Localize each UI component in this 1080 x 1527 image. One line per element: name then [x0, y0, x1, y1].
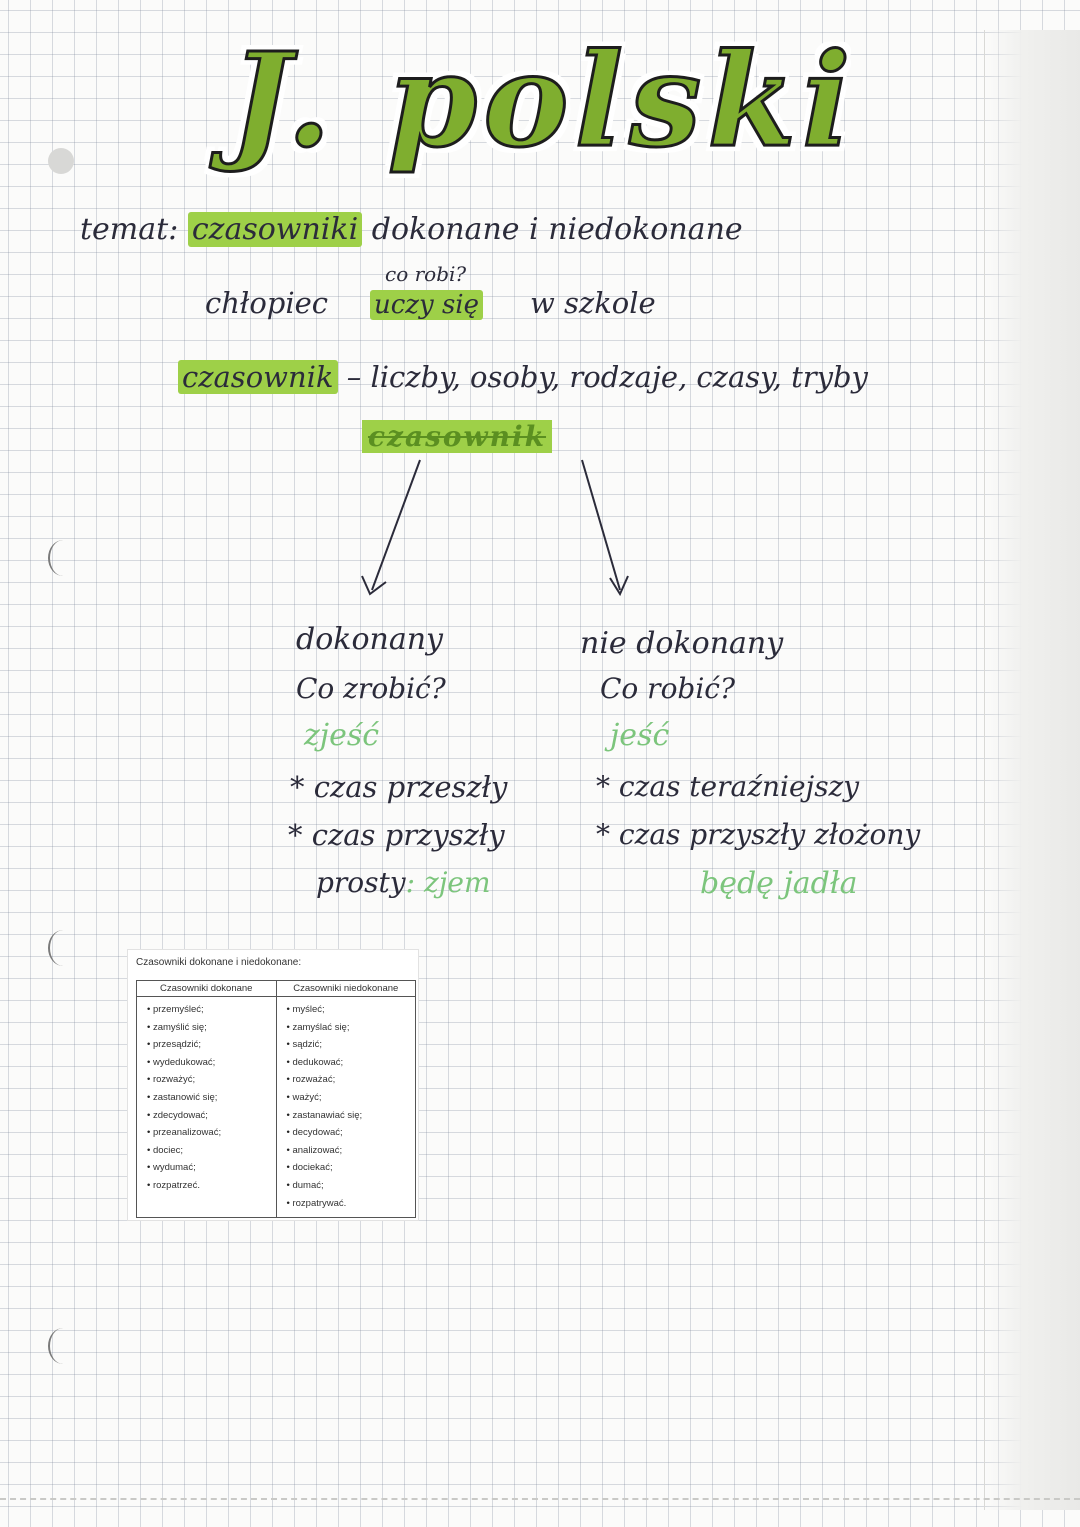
topic-line: [80, 212, 743, 247]
list-item: • przeanalizować;: [147, 1124, 276, 1142]
verb-table-header: [137, 981, 415, 997]
header-imperfective: Czasowniki niedokonane: [276, 981, 416, 996]
binder-hole: [48, 540, 78, 576]
list-item: • rozpatrywać.: [287, 1195, 416, 1213]
example-subject: chłopiec: [205, 286, 329, 320]
example-rest: w szkole: [530, 286, 656, 320]
left-bullet-2b-example: : zjem: [405, 866, 491, 899]
list-item: • myśleć;: [287, 1001, 416, 1019]
list-item: • przesądzić;: [147, 1036, 276, 1054]
topic-rest: dokonane i niedokonane: [371, 212, 743, 247]
page-edge: [984, 30, 1080, 1510]
left-bullet-2: * czas przyszły: [288, 818, 505, 852]
list-item: • wydedukować;: [147, 1054, 276, 1072]
list-item: • decydować;: [287, 1124, 416, 1142]
topic-label: temat:: [80, 212, 179, 247]
left-example: zjeść: [304, 718, 380, 753]
binder-hole: [48, 1328, 78, 1364]
list-item: • zastanowić się;: [147, 1089, 276, 1107]
list-item: • zdecydować;: [147, 1107, 276, 1125]
imperfective-list: [287, 1001, 416, 1212]
pasted-table-caption: Czasowniki dokonane i niedokonane:: [136, 957, 302, 968]
diagram-root-label: czasownik: [362, 420, 552, 453]
list-item: • zastanawiać się;: [287, 1107, 416, 1125]
right-heading: nie dokonany: [580, 626, 784, 661]
definition-categories: liczby, osoby, rodzaje, czasy, tryby: [370, 360, 868, 394]
header-perfective: Czasowniki dokonane: [160, 983, 253, 994]
list-item: • dedukować;: [287, 1054, 416, 1072]
list-item: • ważyć;: [287, 1089, 416, 1107]
left-bullet-1: * czas przeszły: [290, 770, 508, 804]
list-item: • rozważyć;: [147, 1071, 276, 1089]
list-item: • sądzić;: [287, 1036, 416, 1054]
binder-hole: [48, 930, 78, 966]
right-example: jeść: [610, 718, 670, 753]
list-item: • dociec;: [147, 1142, 276, 1160]
list-item: • zamyślać się;: [287, 1019, 416, 1037]
example-question: co robi?: [385, 262, 467, 286]
definition-dash: –: [346, 360, 362, 394]
topic-highlight: czasowniki: [188, 212, 362, 247]
list-item: • rozważać;: [287, 1071, 416, 1089]
list-item: • wydumać;: [147, 1159, 276, 1177]
verb-table-body: [137, 997, 415, 1217]
imperfective-column: [276, 997, 416, 1217]
verb-table: [136, 980, 416, 1218]
list-item: • dociekać;: [287, 1159, 416, 1177]
list-item: • dumać;: [287, 1177, 416, 1195]
left-question: Co zrobić?: [296, 672, 446, 705]
perfective-column: [137, 997, 276, 1217]
perforation-line: [0, 1498, 1080, 1510]
punch-hole: [48, 148, 74, 174]
list-item: • zamyślić się;: [147, 1019, 276, 1037]
arrow-left: [372, 460, 420, 590]
list-item: • przemyśleć;: [147, 1001, 276, 1019]
left-bullet-2b-label: prosty: [316, 866, 406, 899]
diagram-arrows: [300, 430, 700, 610]
pasted-table-card: [128, 950, 418, 1220]
title-lettering: J. polski: [230, 26, 857, 176]
left-bullet-2b: [316, 866, 491, 899]
arrow-right: [582, 460, 620, 590]
page-title: [220, 20, 860, 210]
example-verb: [370, 290, 483, 320]
perfective-list: [147, 1001, 276, 1195]
right-question: Co robić?: [600, 672, 735, 705]
definition-term: czasownik: [178, 360, 338, 394]
right-bullet-2-example: będę jadła: [700, 866, 858, 901]
right-bullet-2: * czas przyszły złożony: [596, 818, 921, 851]
definition-line: [178, 360, 868, 394]
list-item: • rozpatrzeć.: [147, 1177, 276, 1195]
list-item: • analizować;: [287, 1142, 416, 1160]
right-bullet-1: * czas teraźniejszy: [596, 770, 860, 803]
example-verb-highlight: uczy się: [370, 290, 483, 320]
left-heading: dokonany: [296, 622, 443, 657]
